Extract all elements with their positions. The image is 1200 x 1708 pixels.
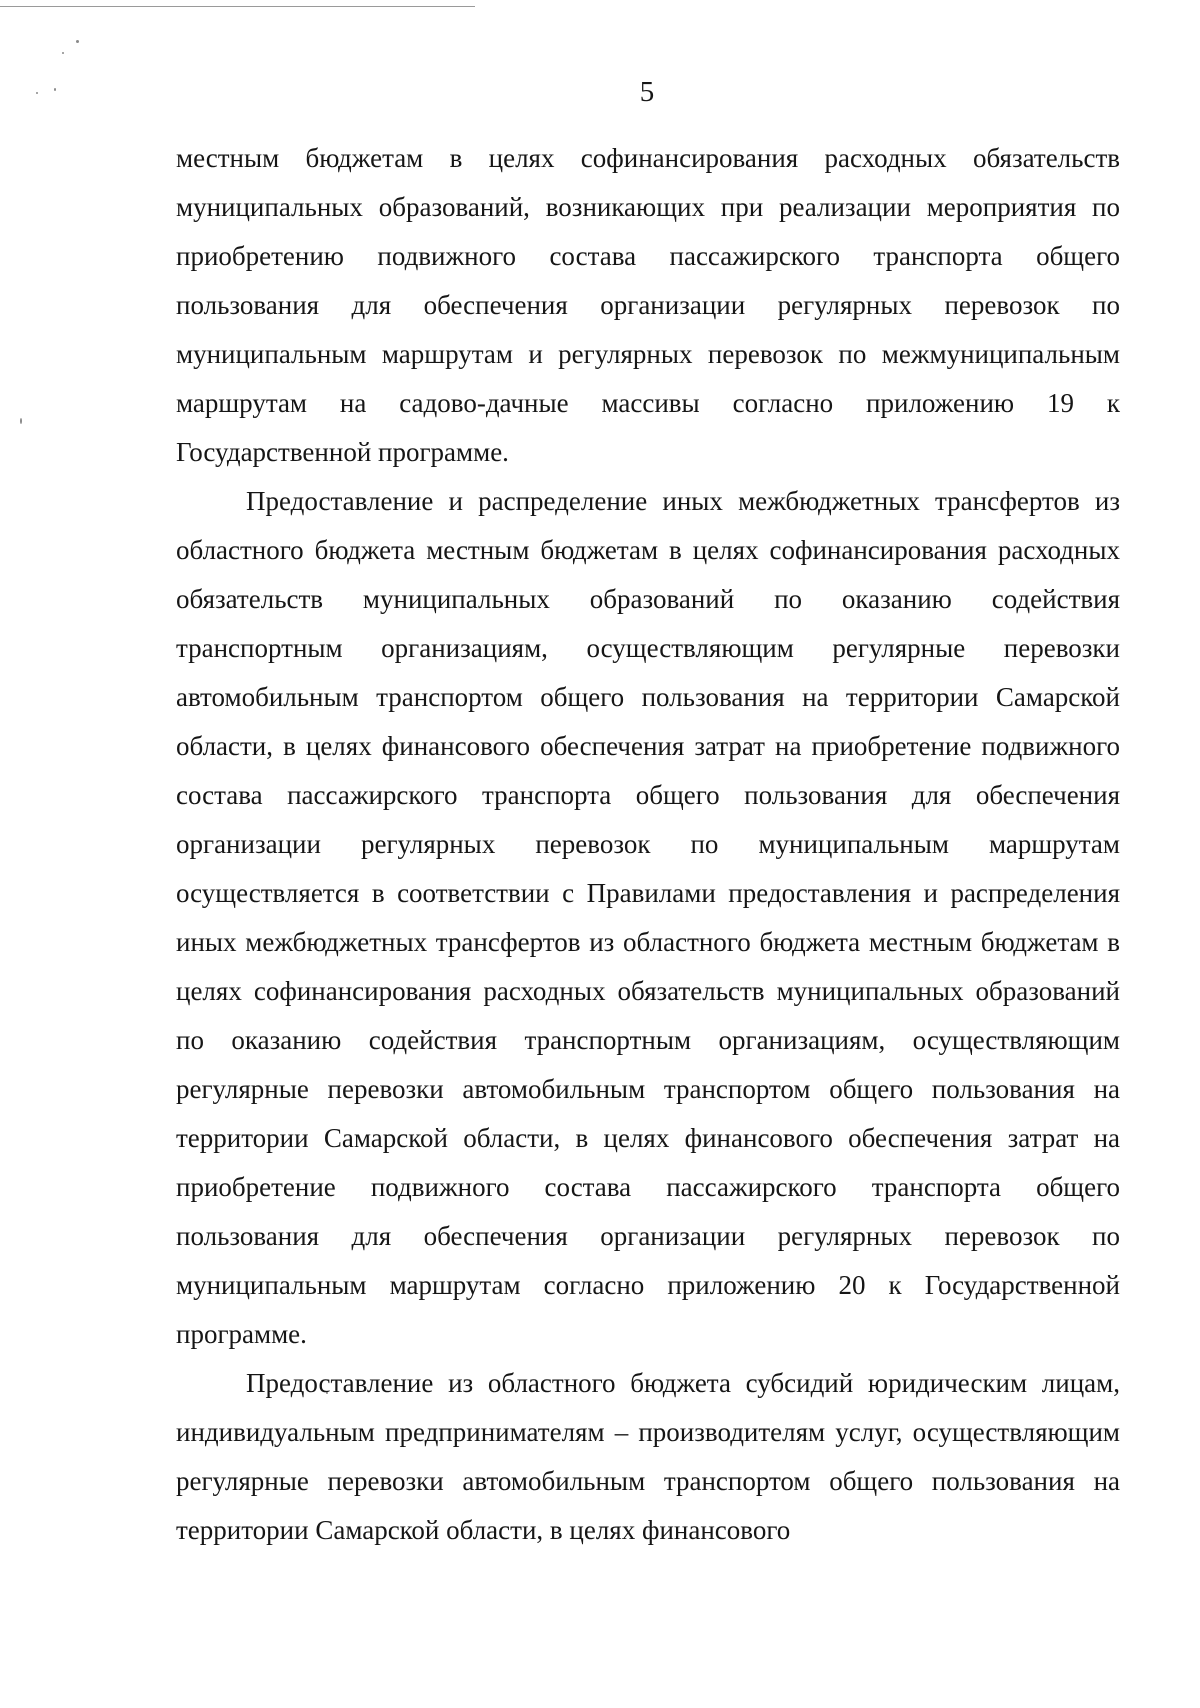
scan-speck bbox=[36, 92, 38, 94]
paragraph-subsidies: Предоставление из областного бюджета субсидий юридическим лицам, индивидуальным предпринимателям – производителям услуг, осуществляющим регулярные перевозки автомобильным транспортом общего пользования на территории Самарской области, в целях финансового bbox=[176, 1368, 1120, 1545]
scan-edge-line bbox=[0, 6, 475, 7]
paragraph-continuation: местным бюджетам в целях софинансирования расходных обязательств муниципальных образований, возникающих при реализации мероприятия по приобретению подвижного состава пассажирского транспорта общего пользования для обеспечения организации регулярных перевозок по муниципальным маршрутам и регулярных перевозок по межмуниципальным маршрутам на садово-дачные массивы согласно приложению 19 к Государственной программе. bbox=[176, 143, 1120, 467]
scan-speck bbox=[62, 52, 64, 54]
scan-speck bbox=[20, 418, 22, 424]
scan-speck bbox=[54, 88, 56, 91]
scan-speck bbox=[76, 40, 79, 43]
page-number: 5 bbox=[639, 76, 655, 108]
document-body bbox=[176, 134, 1120, 1555]
paragraph-interbudget-transfers: Предоставление и распределение иных межбюджетных трансфертов из областного бюджета местным бюджетам в целях софинансирования расходных обязательств муниципальных образований по оказанию содействия транспортным организациям, осуществляющим регулярные перевозки автомобильным транспортом общего пользования на территории Самарской области, в целях финансового обеспечения затрат на приобретение подвижного состава пассажирского транспорта общего пользования для обеспечения организации регулярных перевозок по муниципальным маршрутам осуществляется в соответствии с Правилами предоставления и распределения иных межбюджетных трансфертов из областного бюджета местным бюджетам в целях софинансирования расходных обязательств муниципальных образований по оказанию содействия транспортным организациям, осуществляющим регулярные перевозки автомобильным транспортом общего пользования на территории Самарской области, в целях финансового обеспечения затрат на приобретение подвижного состава пассажирского транспорта общего пользования для обеспечения организации регулярных перевозок по муниципальным маршрутам согласно приложению 20 к Государственной программе. bbox=[176, 486, 1120, 1349]
